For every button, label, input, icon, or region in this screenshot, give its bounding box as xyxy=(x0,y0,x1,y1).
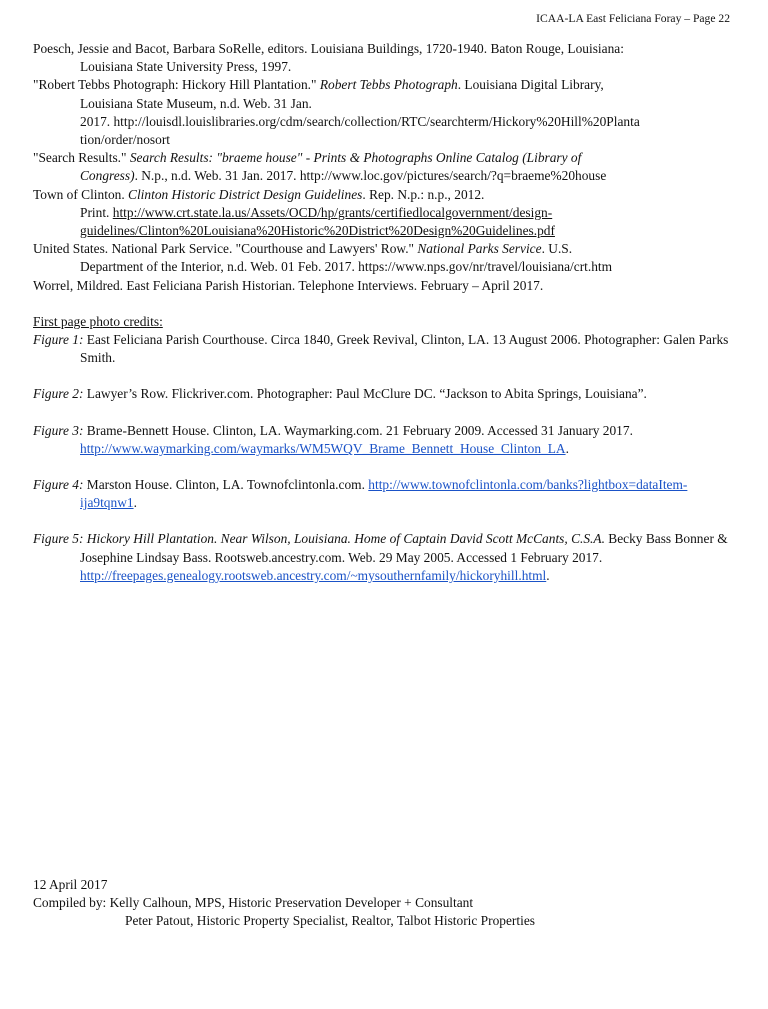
bib-entry-town-of-clinton: Town of Clinton. Clinton Historic District Design Guidelines. Rep. N.p.: n.p., 2012. Print. http://www.crt.state.la.us/Assets/OCD/hp/grants/certifiedlocalgovernment/design- guidelines/Clinton%20Louisiana%20Historic%20District%20Design%20Guidelines.pdf xyxy=(33,186,555,239)
figure-3-credit: Figure 3: Brame-Bennett House. Clinton, LA. Waymarking.com. 21 February 2009. Accessed 31 January 2017. http://www.waymarking.com/waymarks/WM5WQV_Brame_Bennett_House_Clinton_LA. xyxy=(33,422,633,456)
townofclinton-link[interactable]: http://www.townofclintonla.com/banks?lightbox=dataItem-ija9tqnw1 xyxy=(80,477,688,511)
bib-entry-worrel: Worrel, Mildred. East Feliciana Parish Historian. Telephone Interviews. February – April 2017. xyxy=(33,277,544,293)
bib-entry-poesch: Poesch, Jessie and Bacot, Barbara SoRelle, editors. Louisiana Buildings, 1720-1940. Baton Rouge, Louisiana: Louisiana State University Press, 1997. xyxy=(33,41,624,75)
clinton-guidelines-link[interactable]: http://www.crt.state.la.us/Assets/OCD/hp/grants/certifiedlocalgovernment/design- xyxy=(112,204,553,220)
bibliography-section xyxy=(33,40,733,585)
rootsweb-link[interactable]: http://freepages.genealogy.rootsweb.ancestry.com/~mysouthernfamily/hickoryhill.html xyxy=(80,567,547,583)
bib-entry-nps: United States. National Park Service. "Courthouse and Lawyers' Row." National Parks Service. U.S. Department of the Interior, n.d. Web. 01 Feb. 2017. https://www.nps.gov/nr/travel/louisiana/crt.htm xyxy=(33,241,613,275)
clinton-guidelines-link-cont[interactable]: guidelines/Clinton%20Louisiana%20Historic%20District%20Design%20Guidelines.pdf xyxy=(80,223,555,239)
figure-5-credit: Figure 5: Hickory Hill Plantation. Near Wilson, Louisiana. Home of Captain David Scott McCants, C.S.A. Becky Bass Bonner & Josephine Lindsay Bass. Rootsweb.ancestry.com. Web. 29 May 2005. Accessed 1 February 2017. http://freepages.genealogy.rootsweb.ancestry.com/~mysouthernfamily/hickoryhill.html. xyxy=(33,531,728,583)
footer-compiler-1: Compiled by: Kelly Calhoun, MPS, Historic Preservation Developer + Consultant xyxy=(33,895,474,911)
figure-2-credit: Figure 2: Lawyer’s Row. Flickriver.com. Photographer: Paul McClure DC. “Jackson to Abita Springs, Louisiana”. xyxy=(33,386,647,402)
bib-entry-tebbs: "Robert Tebbs Photograph: Hickory Hill Plantation." Robert Tebbs Photograph. Louisiana Digital Library, Louisiana State Museum, n.d. Web. 31 Jan. 2017. http://louisdl.louislibraries.org/cdm/search/collection/RTC/searchterm/Hickory%20Hill%20Planta tion/order/nosort xyxy=(33,77,640,148)
footer-compiler-2: Peter Patout, Historic Property Specialist, Realtor, Talbot Historic Properties xyxy=(125,913,535,929)
footer-date: 12 April 2017 xyxy=(33,877,108,892)
figure-1-credit: Figure 1: East Feliciana Parish Courthouse. Circa 1840, Greek Revival, Clinton, LA. 13 August 2006. Photographer: Galen Parks Smith. xyxy=(33,332,729,366)
compiled-footer xyxy=(33,876,733,931)
running-header: ICAA-LA East Feliciana Foray – Page 22 xyxy=(536,12,730,25)
bib-entry-search-results: "Search Results." Search Results: "braeme house" - Prints & Photographs Online Catalog (Library of Congress). N.p., n.d. Web. 31 Jan. 2017. http://www.loc.gov/pictures/search/?q=braeme%20house xyxy=(33,150,607,184)
photo-credits-heading: First page photo credits: xyxy=(33,313,163,329)
figure-4-credit: Figure 4: Marston House. Clinton, LA. Townofclintonla.com. http://www.townofclintonla.com/banks?lightbox=dataItem-ija9tqnw1. xyxy=(33,477,688,511)
waymarking-link[interactable]: http://www.waymarking.com/waymarks/WM5WQV_Brame_Bennett_House_Clinton_LA xyxy=(80,440,566,456)
